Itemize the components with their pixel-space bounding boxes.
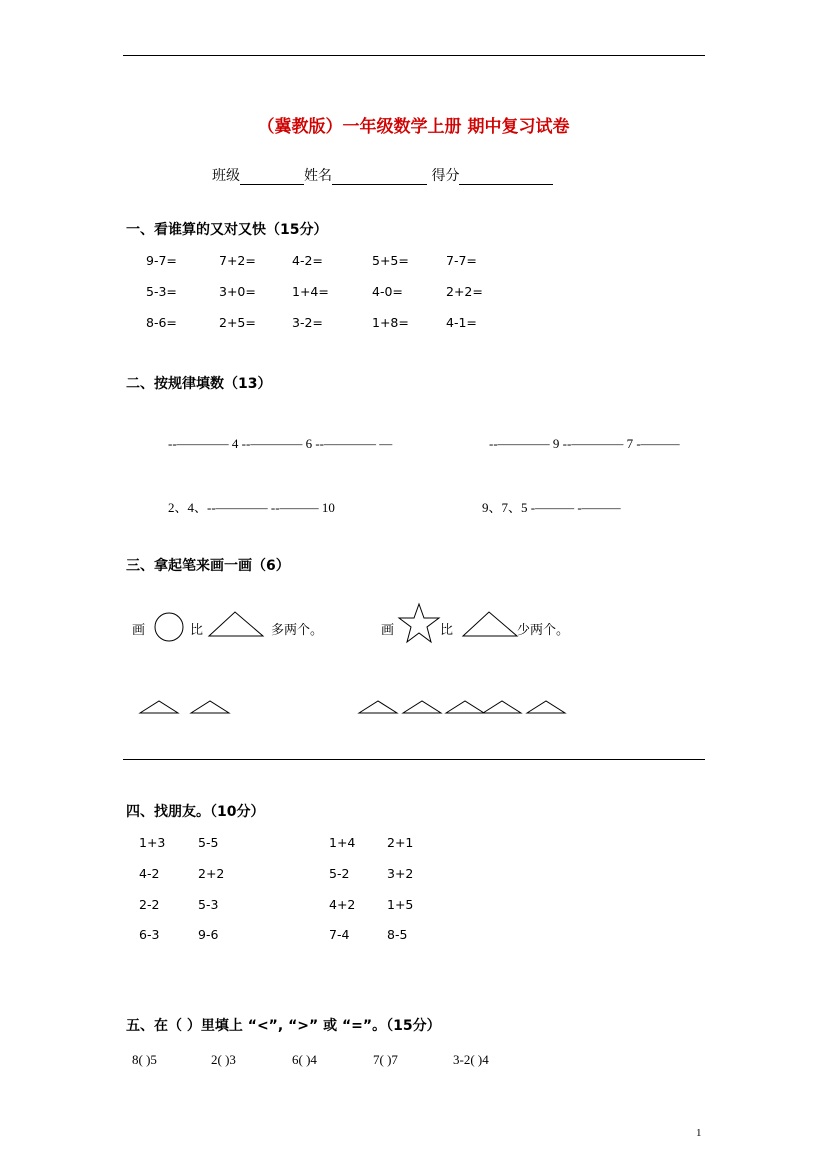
class-field[interactable] [240, 169, 304, 185]
section-4-heading: 四、找朋友。（10分） [126, 804, 265, 820]
match-item: 7-4 [329, 927, 350, 942]
triangle-icon [462, 611, 518, 637]
section-3-heading: 三、拿起笔来画一画（6） [126, 558, 290, 574]
triangle-icon [482, 700, 522, 714]
match-item: 5-5 [198, 835, 219, 850]
match-item: 5-3 [198, 897, 219, 912]
match-item: 2+1 [387, 835, 414, 850]
match-item: 2+2 [198, 866, 225, 881]
compare-item: 2( )3 [211, 1052, 236, 1067]
match-item: 5-2 [329, 866, 350, 881]
match-item: 8-5 [387, 927, 408, 942]
problem: 5+5= [372, 253, 409, 268]
problem: 3-2= [292, 315, 323, 330]
sequence-line: 2、4、--———— --——— 10 [168, 500, 335, 515]
match-item: 9-6 [198, 927, 219, 942]
match-item: 2-2 [139, 897, 160, 912]
match-item: 1+4 [329, 835, 356, 850]
student-info [212, 165, 553, 185]
section-5-heading: 五、在（ ）里填上 “<”, “>” 或 “=”。（15分） [126, 1018, 441, 1034]
compare-item: 7( )7 [373, 1052, 398, 1067]
problem: 7-7= [446, 253, 477, 268]
circle-icon [154, 611, 184, 643]
triangle-icon [402, 700, 442, 714]
sequence-line: --———— 9 --———— 7 -——— [489, 436, 680, 451]
sequence-line: 9、7、5 -——— -——— [482, 500, 621, 515]
triangle-icon [190, 700, 230, 714]
problem: 2+2= [446, 284, 483, 299]
triangle-icon [526, 700, 566, 714]
problem: 5-3= [146, 284, 177, 299]
triangle-icon [208, 611, 264, 637]
name-field[interactable] [332, 169, 427, 185]
section-1-heading: 一、看谁算的又对又快（15分） [126, 222, 328, 238]
problem: 8-6= [146, 315, 177, 330]
compare-item: 3-2( )4 [453, 1052, 489, 1067]
problem: 1+4= [292, 284, 329, 299]
page-number: 1 [696, 1127, 702, 1139]
match-item: 4+2 [329, 897, 356, 912]
section-2-heading: 二、按规律填数（13） [126, 376, 272, 392]
compare-label: 比 [190, 623, 204, 638]
top-rule [123, 55, 705, 56]
less-two-label: 少两个。 [517, 623, 570, 638]
compare-item: 6( )4 [292, 1052, 317, 1067]
page-title: （冀教版）一年级数学上册 期中复习试卷 [257, 117, 570, 137]
problem: 4-2= [292, 253, 323, 268]
sequence-line: --———— 4 --———— 6 --———— — [168, 436, 393, 451]
triangle-icon [445, 700, 485, 714]
middle-rule [123, 759, 705, 760]
score-field[interactable] [459, 169, 553, 185]
match-item: 1+5 [387, 897, 414, 912]
star-icon [398, 603, 440, 643]
problem: 4-0= [372, 284, 403, 299]
problem: 2+5= [219, 315, 256, 330]
match-item: 6-3 [139, 927, 160, 942]
compare-label: 比 [440, 623, 454, 638]
problem: 9-7= [146, 253, 177, 268]
problem: 1+8= [372, 315, 409, 330]
problem: 4-1= [446, 315, 477, 330]
match-item: 1+3 [139, 835, 166, 850]
problem: 7+2= [219, 253, 256, 268]
compare-item: 8( )5 [132, 1052, 157, 1067]
problem: 3+0= [219, 284, 256, 299]
triangle-icon [139, 700, 179, 714]
triangle-icon [358, 700, 398, 714]
more-two-label: 多两个。 [271, 623, 324, 638]
score-label: 得分 [431, 168, 460, 184]
draw-label: 画 [132, 623, 146, 638]
match-item: 3+2 [387, 866, 414, 881]
name-label: 姓名 [304, 168, 332, 184]
class-label: 班级 [212, 168, 240, 184]
draw-label: 画 [381, 623, 395, 638]
match-item: 4-2 [139, 866, 160, 881]
